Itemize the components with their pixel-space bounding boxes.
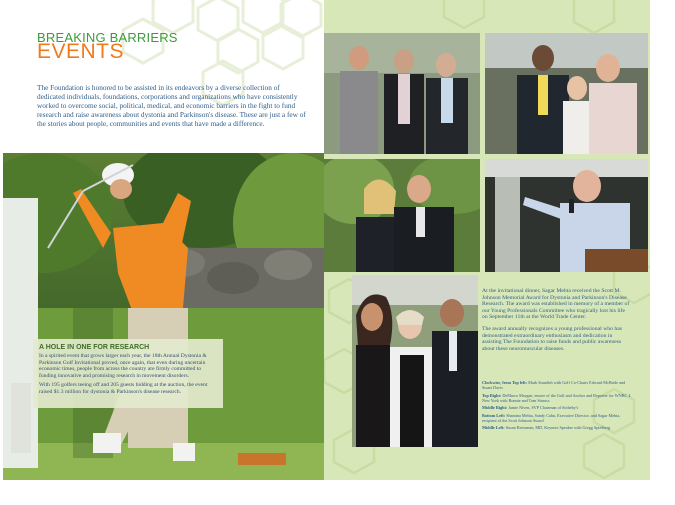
page-title: EVENTS xyxy=(37,40,125,63)
credit-item xyxy=(482,405,632,410)
award-article xyxy=(482,288,632,357)
hexagon-pattern xyxy=(3,0,324,153)
credit-text: Mark Standish with Golf Co-Chairs Edward McBride and Stuart Davis xyxy=(482,380,626,390)
section-kicker: BREAKING BARRIERS xyxy=(37,30,178,45)
left-page xyxy=(3,0,324,480)
credit-text: Jamie Niven, SVP Chairman of Sotheby's xyxy=(507,405,579,410)
award-paragraph-2: The award annually recognizes a young professional who has demonstrated extraordinary enthusiasm and dedication in assisting The Foundation to raise funds and public awareness about these neuromuscular diseases. xyxy=(482,325,622,352)
golf-feature-paragraph-2: With 195 golfers teeing off and 205 guests bidding at the auction, the event raised $1.3 million for dystonia & Parkinson's disease research. xyxy=(39,382,208,395)
intro-paragraph: The Foundation is honored to be assisted in its endeavors by a diverse collection of dedicated individuals, foundations, corporations and organizations who have consistently worked to overcome social, political, medical, and economic barriers in the fight to fund research and raise awareness about dystonia and Parkinson's disease. These are just a few of the stories about people, communities and events that have made a difference. xyxy=(37,83,306,128)
golf-feature-heading: A HOLE IN ONE FOR RESEARCH xyxy=(39,344,150,351)
credit-item xyxy=(482,393,632,403)
award-paragraph-1: At the invitational dinner, Sagar Mehta received the Scott M. Johnson Memorial Award for Dystonia and Parkinson's Disease Research. The award was established in memory of a member of our Young Professionals Committee who tragically lost his life on September 11th at the World Trade Center. xyxy=(482,288,630,321)
golf-caption-box xyxy=(33,339,223,408)
photo-emcee-guests xyxy=(485,33,648,154)
credit-label: Middle Right: xyxy=(482,405,508,410)
photo-keynote-speaker xyxy=(324,159,480,272)
golf-feature-paragraph-1: In a spirited event that grows larger each year, the 18th Annual Dystonia & Parkinson Golf Invitational proved, once again, that even during uncertain economic times, people from across the country are firmly committed to funding innovative and promising research in movement disorders. xyxy=(39,353,207,379)
credit-label: Middle Left: xyxy=(482,425,505,430)
credit-item xyxy=(482,413,632,423)
photo-golf-cochairs xyxy=(324,33,480,154)
credit-item xyxy=(482,425,632,430)
photo-award-recipient xyxy=(352,275,478,447)
golfer-photo xyxy=(3,153,324,480)
credit-text: Shamina Mehta, Sandy Cahn, Executive Director, and Sagar Mehta, recipient of the Scott Johnson Award xyxy=(482,412,621,423)
photo-credits xyxy=(482,380,632,433)
credit-label: Bottom Left: xyxy=(482,412,506,418)
photo-sothebys-chairman xyxy=(485,159,648,272)
credit-text: Susan Bressman, MD, Keynote Speaker with Gregg Spielberg xyxy=(504,425,610,430)
credit-label: Top Right: xyxy=(482,392,502,398)
credit-label: Clockwise, from Top left: xyxy=(482,380,528,385)
credit-item xyxy=(482,380,632,390)
credit-text: DeMarco Morgan, emcee of the Golf and Anchor and Reporter for WNBC 4 New York with Bonnie and Tom Strauss xyxy=(482,392,631,403)
